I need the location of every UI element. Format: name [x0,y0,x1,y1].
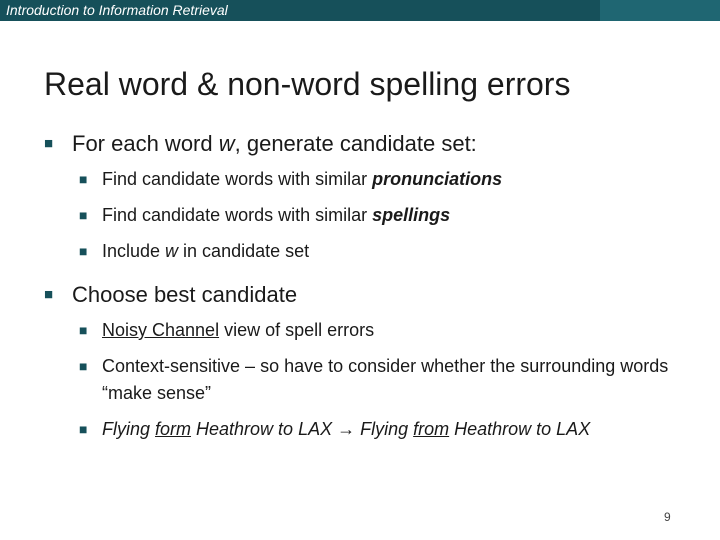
sub-bullet-text: in candidate set [178,241,310,261]
sub-bullet-noisy-channel [44,317,684,344]
word-w: w [165,241,179,261]
bullet-text: Choose best candidate [72,282,298,307]
square-bullet-icon: ■ [79,322,88,338]
sub-bullet-text: Include [102,241,166,261]
square-bullet-icon: ■ [79,171,88,187]
sub-bullet-context-sensitive [44,353,684,407]
example-text: Flying [102,419,156,439]
course-title: Introduction to Information Retrieval [6,2,228,18]
sub-bullet-text: Find candidate words with similar [102,205,373,225]
square-bullet-icon: ■ [79,207,88,223]
example-typo-form: form [155,419,192,439]
square-bullet-icon: ■ [44,135,54,152]
square-bullet-icon: ■ [79,243,88,259]
noisy-channel-link[interactable]: Noisy Channel [102,320,220,340]
word-w: w [218,131,235,156]
emphasis-pronunciations: pronunciations [372,169,503,189]
example-text: Heathrow to LAX [449,419,591,439]
header-accent [600,0,720,21]
sub-bullet-text: Find candidate words with similar [102,169,373,189]
sub-bullet-flying-example [44,416,684,443]
square-bullet-icon: ■ [79,421,88,437]
sub-bullet-include-w [44,238,684,265]
emphasis-spellings: spellings [372,205,451,225]
square-bullet-icon: ■ [44,286,54,303]
slide-title: Real word & non-word spelling errors [44,66,571,102]
header-bar [0,0,600,21]
bullet-choose-best [44,281,684,309]
sub-bullet-text: view of spell errors [219,320,375,340]
slide-body [44,130,684,452]
bullet-text: For each word [72,131,219,156]
example-correct-from: from [413,419,450,439]
example-text: Heathrow to LAX [191,419,338,439]
sub-bullet-spellings [44,202,684,229]
example-text: Flying [355,419,414,439]
sub-bullet-text: Context-sensitive – so have to consider whether the surrounding words “make sense” [102,356,669,403]
square-bullet-icon: ■ [79,358,88,374]
right-arrow-icon: → [337,419,356,439]
sub-bullet-pronunciations [44,166,684,193]
bullet-generate-candidates [44,130,684,158]
bullet-text: , generate candidate set: [234,131,477,156]
page-number: 9 [664,510,671,524]
